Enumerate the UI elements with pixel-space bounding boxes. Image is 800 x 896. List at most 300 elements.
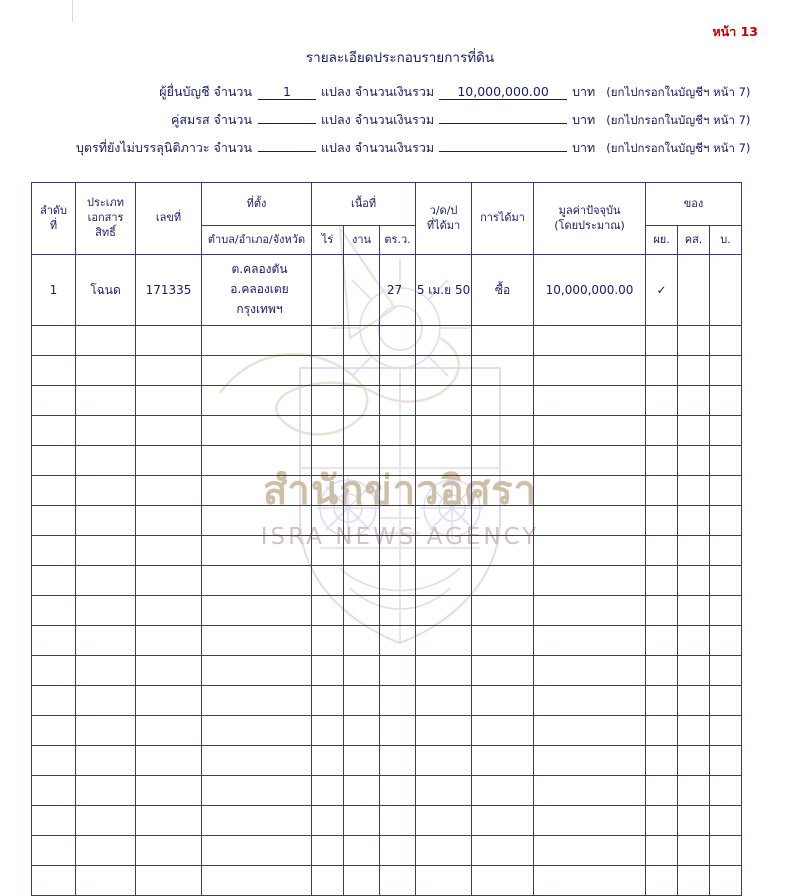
form-label-declarant: ผู้ยื่นบัญชี จำนวน [159,84,252,99]
th-location-sub: ตำบล/อำเภอ/จังหวัด [202,226,312,255]
cell-empty [416,446,472,476]
cell-empty [380,356,416,386]
cell-empty [416,746,472,776]
table-row-empty [32,476,742,506]
table-row-empty [32,866,742,896]
cell-empty [344,476,380,506]
cell-empty [380,806,416,836]
cell-empty [344,416,380,446]
cell-empty [534,716,646,746]
th-area-ngan: งาน [344,226,380,255]
cell-empty [136,776,202,806]
cell-empty [534,356,646,386]
cell-empty [710,566,742,596]
cell-empty [710,506,742,536]
cell-empty [472,626,534,656]
cell-empty [76,386,136,416]
cell-empty [380,326,416,356]
cell-empty [416,476,472,506]
cell-empty [312,776,344,806]
cell-empty [416,386,472,416]
cell-empty [76,836,136,866]
form-amount-spouse [439,123,567,124]
cell-empty [472,656,534,686]
cell-empty [646,506,678,536]
table-row-empty [32,776,742,806]
cell-empty [32,536,76,566]
cell-empty [472,356,534,386]
cell-empty [312,716,344,746]
cell-empty [534,626,646,656]
land-details-table [31,182,742,896]
cell-empty [416,686,472,716]
cell-empty [344,746,380,776]
cell-empty [32,866,76,896]
cell-area-ngan [344,255,380,326]
cell-empty [472,536,534,566]
cell-empty [136,866,202,896]
cell-empty [312,416,344,446]
cell-empty [380,476,416,506]
cell-area-rai [312,255,344,326]
cell-empty [202,776,312,806]
cell-empty [202,746,312,776]
cell-empty [534,776,646,806]
cell-empty [76,776,136,806]
form-label-spouse: คู่สมรส จำนวน [171,112,252,127]
cell-empty [534,326,646,356]
cell-empty [472,596,534,626]
cell-empty [136,806,202,836]
cell-empty [710,776,742,806]
cell-empty [344,716,380,746]
cell-empty [534,566,646,596]
cell-empty [678,476,710,506]
cell-empty [202,656,312,686]
cell-empty [710,836,742,866]
cell-empty [32,686,76,716]
cell-empty [416,806,472,836]
cell-empty [646,566,678,596]
cell-empty [534,596,646,626]
cell-empty [344,626,380,656]
table-row-empty [32,596,742,626]
cell-empty [710,686,742,716]
cell-empty [416,776,472,806]
cell-empty [136,356,202,386]
th-owner-b: บ. [710,226,742,255]
cell-empty [312,386,344,416]
cell-empty [646,866,678,896]
cell-empty [32,836,76,866]
cell-empty [136,686,202,716]
cell-empty [710,326,742,356]
cell-doc-type: โฉนด [76,255,136,326]
cell-empty [136,416,202,446]
cell-empty [710,416,742,446]
cell-empty [678,716,710,746]
form-row-spouse [0,110,800,130]
cell-empty [678,446,710,476]
cell-empty [710,656,742,686]
table-row-empty [32,386,742,416]
cell-empty [202,536,312,566]
cell-empty [32,356,76,386]
cell-empty [136,716,202,746]
cell-empty [380,686,416,716]
cell-empty [678,536,710,566]
cell-empty [472,506,534,536]
cell-empty [678,416,710,446]
cell-empty [312,596,344,626]
table-row-empty [32,416,742,446]
cell-empty [646,656,678,686]
cell-empty [202,626,312,656]
table-row-empty [32,746,742,776]
cell-empty [678,806,710,836]
cell-area-wa: 27 [380,255,416,326]
cell-empty [312,806,344,836]
cell-empty [344,536,380,566]
cell-empty [76,686,136,716]
cell-empty [32,776,76,806]
cell-empty [678,656,710,686]
cell-empty [472,476,534,506]
cell-empty [710,386,742,416]
cell-empty [76,626,136,656]
th-area-wa: ตร.ว. [380,226,416,255]
cell-empty [646,836,678,866]
cell-empty [32,596,76,626]
cell-empty [710,476,742,506]
watermark-thai: สำนักข่าวอิศรา [262,468,538,514]
cell-empty [380,746,416,776]
cell-empty [202,806,312,836]
cell-empty [76,746,136,776]
table-row-empty [32,506,742,536]
form-note-minor-children: (ยกไปกรอกในบัญชีฯ หน้า 7) [606,141,751,155]
cell-empty [646,446,678,476]
form-row-minor-children [0,138,800,158]
table-row-empty [32,446,742,476]
cell-owner-py: ✓ [646,255,678,326]
cell-empty [678,566,710,596]
form-mid-declarant: แปลง จำนวนเงินรวม [321,84,435,99]
cell-empty [202,686,312,716]
cell-empty [710,746,742,776]
cell-empty [646,686,678,716]
cell-empty [344,506,380,536]
cell-empty [32,506,76,536]
cell-location-line-3: กรุงเทพฯ [236,301,283,316]
cell-empty [312,506,344,536]
cell-location [202,255,312,326]
cell-empty [416,626,472,656]
cell-empty [380,506,416,536]
cell-empty [312,356,344,386]
cell-empty [710,596,742,626]
cell-empty [710,446,742,476]
cell-empty [534,836,646,866]
cell-empty [472,716,534,746]
cell-empty [76,476,136,506]
cell-empty [344,356,380,386]
cell-empty [344,326,380,356]
cell-doc-number: 171335 [136,255,202,326]
cell-empty [76,596,136,626]
cell-empty [710,716,742,746]
cell-owner-ks [678,255,710,326]
cell-empty [416,836,472,866]
cell-empty [32,806,76,836]
cell-empty [312,446,344,476]
cell-empty [534,476,646,506]
cell-empty [312,476,344,506]
cell-empty [416,506,472,536]
cell-empty [136,386,202,416]
cell-empty [136,836,202,866]
cell-acquisition: ซื้อ [472,255,534,326]
form-unit-declarant: บาท [572,84,596,99]
cell-empty [312,656,344,686]
cell-empty [76,866,136,896]
watermark-english: ISRA NEWS AGENCY [260,524,540,550]
form-amount-declarant: 10,000,000.00 [439,85,567,100]
cell-empty [344,776,380,806]
cell-empty [646,746,678,776]
cell-empty [534,866,646,896]
cell-empty [76,416,136,446]
cell-empty [678,356,710,386]
form-count-declarant: 1 [258,85,316,100]
cell-empty [534,806,646,836]
cell-empty [202,716,312,746]
th-location: ที่ตั้ง [202,183,312,226]
summary-form [0,82,800,166]
cell-empty [472,746,534,776]
cell-empty [76,566,136,596]
cell-empty [136,506,202,536]
th-order-no: ลำดับ ที่ [32,183,76,255]
cell-empty [312,836,344,866]
cell-empty [202,476,312,506]
cell-empty [710,356,742,386]
cell-empty [344,656,380,686]
cell-empty [32,746,76,776]
table-header-row-1 [32,183,742,226]
cell-empty [344,386,380,416]
cell-empty [646,716,678,746]
cell-empty [380,656,416,686]
table-row-empty [32,656,742,686]
cell-empty [472,326,534,356]
cell-empty [202,386,312,416]
cell-empty [202,326,312,356]
cell-empty [76,326,136,356]
cell-empty [646,326,678,356]
cell-empty [202,566,312,596]
table-row-empty [32,716,742,746]
cell-empty [76,356,136,386]
cell-order-no: 1 [32,255,76,326]
form-amount-minor-children [439,151,567,152]
cell-empty [416,326,472,356]
cell-empty [416,536,472,566]
cell-empty [76,716,136,746]
cell-empty [710,626,742,656]
cell-empty [202,866,312,896]
cell-empty [380,716,416,746]
cell-empty [312,536,344,566]
table-row-empty [32,686,742,716]
cell-empty [646,596,678,626]
cell-empty [646,476,678,506]
cell-empty [136,566,202,596]
table-row-empty [32,536,742,566]
cell-empty [534,746,646,776]
th-doc-type: ประเภท เอกสาร สิทธิ์ [76,183,136,255]
th-current-value: มูลค่าปัจจุบัน (โดยประมาณ) [534,183,646,255]
cell-empty [646,626,678,656]
cell-empty [416,716,472,746]
cell-empty [32,716,76,746]
cell-location-line-1: ต.คลองตัน [231,262,288,277]
cell-empty [416,656,472,686]
cell-empty [646,776,678,806]
cell-empty [534,686,646,716]
cell-empty [472,386,534,416]
th-acquisition: การได้มา [472,183,534,255]
page-title: รายละเอียดประกอบรายการที่ดิน [305,50,495,66]
table-row-empty [32,806,742,836]
cell-empty [344,686,380,716]
cell-empty [472,806,534,836]
cell-empty [32,476,76,506]
cell-empty [344,806,380,836]
table-row-empty [32,326,742,356]
cell-empty [76,536,136,566]
cell-empty [202,416,312,446]
cell-empty [136,746,202,776]
cell-empty [380,536,416,566]
table-row-empty [32,836,742,866]
cell-empty [344,566,380,596]
form-label-minor-children: บุตรที่ยังไม่บรรลุนิติภาวะ จำนวน [75,140,252,155]
cell-empty [678,836,710,866]
cell-empty [76,806,136,836]
cell-empty [416,356,472,386]
cell-current-value: 10,000,000.00 [534,255,646,326]
cell-empty [312,686,344,716]
cell-empty [136,656,202,686]
form-mid-spouse: แปลง จำนวนเงินรวม [321,112,435,127]
cell-empty [534,386,646,416]
cell-empty [678,866,710,896]
cell-empty [380,566,416,596]
cell-owner-b [710,255,742,326]
form-unit-spouse: บาท [572,112,596,127]
cell-empty [416,566,472,596]
cell-empty [136,476,202,506]
cell-empty [646,806,678,836]
cell-empty [76,506,136,536]
form-mid-minor-children: แปลง จำนวนเงินรวม [321,140,435,155]
cell-empty [32,386,76,416]
cell-empty [76,446,136,476]
cell-empty [380,446,416,476]
cell-empty [136,536,202,566]
table-row [32,255,742,326]
form-note-spouse: (ยกไปกรอกในบัญชีฯ หน้า 7) [606,113,751,127]
cell-empty [312,746,344,776]
cell-empty [136,446,202,476]
cell-empty [678,776,710,806]
th-area: เนื้อที่ [312,183,416,226]
cell-empty [710,806,742,836]
cell-empty [534,536,646,566]
cell-empty [416,596,472,626]
cell-empty [32,656,76,686]
table-row-empty [32,566,742,596]
cell-empty [416,416,472,446]
cell-empty [678,386,710,416]
cell-empty [344,836,380,866]
cell-empty [32,566,76,596]
cell-empty [472,416,534,446]
cell-empty [646,356,678,386]
cell-empty [32,416,76,446]
cell-empty [472,866,534,896]
cell-empty [32,446,76,476]
cell-empty [678,686,710,716]
page-number: หน้า 13 [712,24,758,39]
cell-empty [472,446,534,476]
cell-empty [76,656,136,686]
form-count-minor-children [258,151,316,152]
cell-empty [136,626,202,656]
cell-empty [380,596,416,626]
th-owner: ของ [646,183,742,226]
form-note-declarant: (ยกไปกรอกในบัญชีฯ หน้า 7) [606,85,751,99]
cell-empty [380,416,416,446]
cell-empty [202,596,312,626]
cell-empty [380,866,416,896]
cell-empty [646,536,678,566]
cell-empty [202,836,312,866]
cell-empty [678,506,710,536]
cell-empty [534,506,646,536]
table-row-empty [32,626,742,656]
cell-empty [32,326,76,356]
cell-empty [472,566,534,596]
cell-empty [136,596,202,626]
cell-empty [646,386,678,416]
th-owner-py: ผย. [646,226,678,255]
th-doc-number: เลขที่ [136,183,202,255]
cell-location-line-2: อ.คลองเตย [230,282,289,297]
cell-empty [472,686,534,716]
cell-empty [344,446,380,476]
cell-empty [202,506,312,536]
cell-empty [534,416,646,446]
table-row-empty [32,356,742,386]
th-owner-ks: คส. [678,226,710,255]
scan-edge-line [72,0,73,22]
cell-empty [32,626,76,656]
cell-empty [710,866,742,896]
cell-empty [344,596,380,626]
cell-empty [380,776,416,806]
